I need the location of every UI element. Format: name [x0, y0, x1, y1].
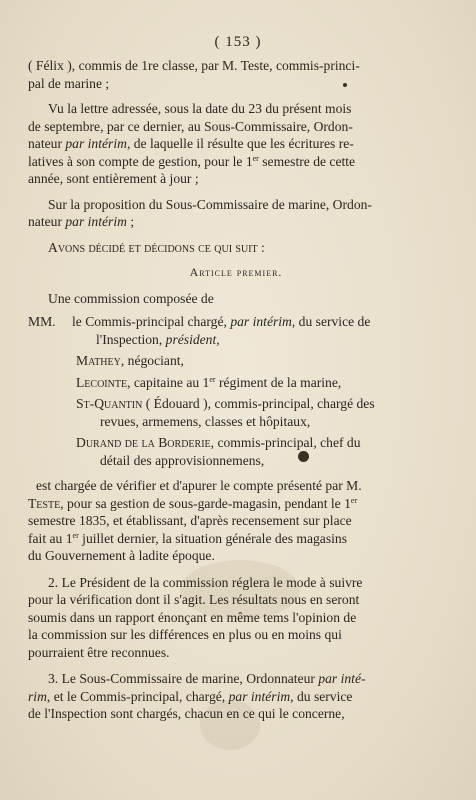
paragraph-3 [28, 688, 444, 706]
paragraph-charge [28, 547, 444, 565]
text-run: fait au 1 [28, 530, 73, 546]
paragraph-charge [28, 530, 444, 548]
text-run: ( Édouard ), commis-principal, chargé des [142, 396, 375, 411]
paragraph-2 [28, 644, 444, 662]
paragraph-2 [28, 609, 444, 627]
superscript: er [252, 153, 259, 163]
paragraph-sur [28, 196, 444, 214]
text-line: semestre 1835, et établissant, d'après recensement sur place [28, 513, 352, 528]
article-heading: Article premier. [189, 265, 283, 279]
page-number: ( 153 ) [214, 34, 262, 50]
member-name: Durand de la Borderie [76, 435, 211, 450]
person-name: Teste [28, 495, 61, 511]
text-run: , du service [290, 688, 353, 704]
italic-text: par intérim [65, 136, 127, 151]
text-run: , du service de [291, 314, 371, 329]
text-line: pal de marine ; [28, 75, 110, 91]
paragraph-sur [28, 213, 444, 231]
superscript: er [72, 530, 79, 540]
decision-heading: Avons décidé et décidons ce qui suit : [48, 239, 265, 255]
text-run: le Commis-principal chargé, [72, 314, 231, 329]
member-lecointe [28, 374, 444, 392]
member-st-quantin [28, 395, 444, 430]
paragraph-3 [28, 705, 444, 723]
text-line: année, sont entièrement à jour ; [28, 171, 199, 186]
paragraph-vu [28, 100, 444, 118]
paragraph-charge [28, 495, 444, 513]
text-run: , négociant, [120, 353, 184, 368]
member-mathey [28, 352, 444, 370]
text-line: ( Félix ), commis de 1re classe, par M. Teste, commis-princi- [28, 58, 360, 73]
paragraph-2 [28, 574, 444, 592]
text-run: nateur [28, 214, 66, 229]
intro-line-2 [28, 75, 444, 93]
text-run: semestre de cette [258, 153, 356, 169]
body-text [28, 57, 444, 723]
text-line: de septembre, par ce dernier, au Sous-Commissaire, Ordon- [28, 118, 353, 134]
paragraph-vu [28, 118, 444, 136]
text-line: Vu la lettre adressée, sous la date du 23 du présent mois [48, 101, 352, 116]
text-run: 3. Le Sous-Commissaire de marine, Ordonnateur [48, 671, 319, 686]
text-run: nateur [28, 136, 66, 151]
text-line: soumis dans un rapport énonçant en même tems l'opinion de [28, 609, 357, 625]
text-line [72, 313, 444, 331]
italic-text: par intérim [230, 314, 292, 329]
text-run: , pour sa gestion de sous-garde-magasin, pendant le 1 [60, 495, 351, 511]
text-run: juillet dernier, la situation générale des magasins [78, 530, 347, 546]
text-line: est chargée de vérifier et d'apurer le compte présenté par M. [36, 478, 362, 493]
member-name: Mathey [76, 353, 121, 368]
italic-text: président [165, 331, 217, 347]
mm-label: MM. [28, 314, 56, 329]
paragraph-2 [28, 591, 444, 609]
text-line: pour la vérification dont il s'agit. Les résultats nous en seront [28, 592, 360, 607]
text-line [72, 331, 444, 349]
superscript: er [209, 374, 216, 384]
text-line: de l'Inspection sont chargés, chacun en ce qui le concerne, [28, 706, 345, 721]
text-line: pourraient être reconnues. [28, 644, 170, 660]
paragraph-vu [28, 153, 444, 171]
paragraph-charge [28, 477, 444, 495]
text-line: la commission sur les différences en plus ou en moins qui [28, 627, 342, 642]
text-run: , capitaine au 1 [127, 374, 210, 390]
text-run: détail des approvisionnemens, [100, 452, 265, 468]
commission-intro: Une commission composée de [48, 290, 214, 306]
member-list [28, 313, 444, 348]
text-run: , de laquelle il résulte que les écritures re- [126, 136, 354, 151]
paragraph-2 [28, 626, 444, 644]
text-run: régiment de la marine, [215, 374, 342, 390]
text-run: , et le Commis-principal, chargé, [46, 688, 229, 704]
text-line: 2. Le Président de la commission réglera le mode à suivre [48, 574, 363, 590]
text-line: du Gouvernement à ladite époque. [28, 548, 215, 563]
italic-text: rim [28, 688, 47, 704]
italic-text: par inté- [318, 671, 366, 686]
text-run: revues, armemens, classes et hôpitaux, [100, 413, 311, 429]
text-run: , [216, 331, 220, 347]
text-run: l'Inspection, [96, 331, 166, 347]
text-run: ; [126, 214, 135, 229]
superscript: er [350, 495, 358, 505]
paragraph-vu [28, 170, 444, 188]
text-run: , commis-principal, chef du [210, 435, 361, 450]
member-name: Lecointe [76, 374, 128, 390]
italic-text: par intérim [228, 688, 291, 704]
member-president [72, 313, 444, 348]
member-name: St-Quantin [76, 396, 143, 411]
paragraph-charge [28, 512, 444, 530]
paragraph-3 [28, 670, 444, 688]
italic-text: par intérim [65, 214, 127, 229]
text-run: latives à son compte de gestion, pour le 1 [28, 153, 253, 169]
intro-line-1 [28, 57, 444, 75]
text-line: Sur la proposition du Sous-Commissaire de marine, Ordon- [48, 196, 372, 212]
member-durand [28, 434, 444, 469]
paragraph-vu [28, 135, 444, 153]
